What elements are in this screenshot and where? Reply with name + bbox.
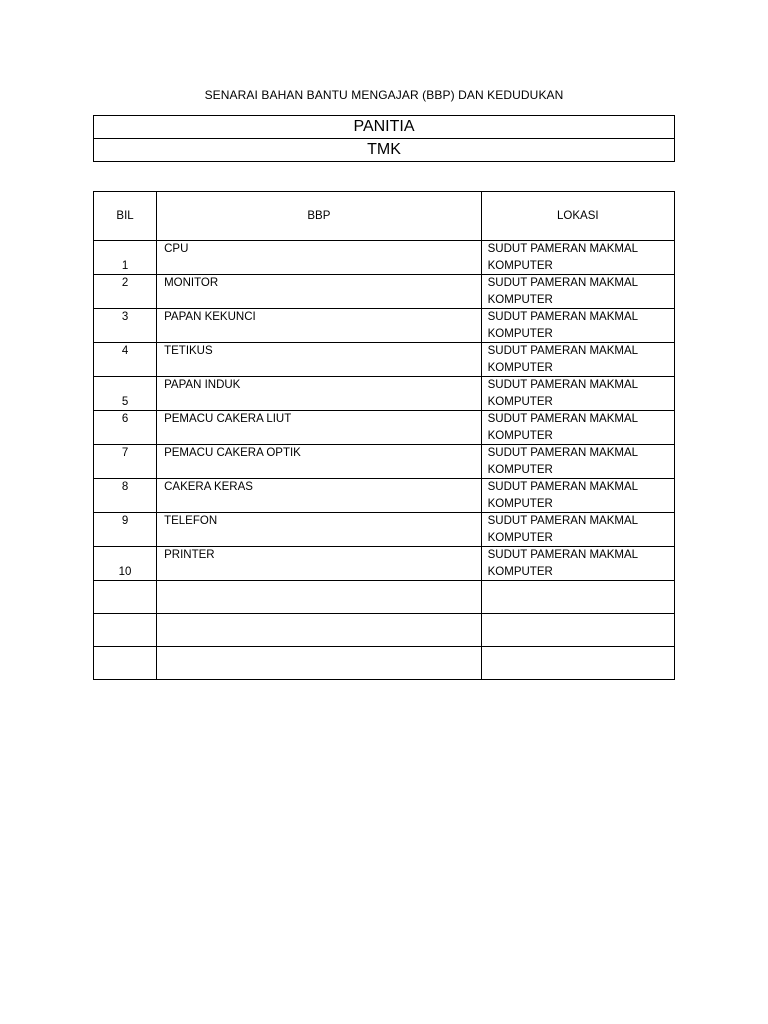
table-row: [94, 445, 675, 479]
lokasi-line1: SUDUT PAMERAN MAKMAL: [487, 515, 639, 527]
bbp-item: PEMACU CAKERA OPTIK: [157, 445, 482, 479]
empty-cell: [94, 647, 157, 680]
table-row: [94, 241, 675, 275]
row-number: 2: [94, 275, 157, 309]
table-row: [94, 343, 675, 377]
lokasi-line1: SUDUT PAMERAN MAKMAL: [487, 413, 639, 425]
lokasi-line1: SUDUT PAMERAN MAKMAL: [487, 243, 639, 255]
empty-cell: [157, 581, 482, 614]
bbp-table: [93, 191, 675, 680]
empty-cell: [94, 581, 157, 614]
lokasi-line2: KOMPUTER: [487, 293, 553, 306]
bbp-item: CAKERA KERAS: [157, 479, 482, 513]
lokasi-line2: KOMPUTER: [487, 463, 553, 476]
bbp-item: PRINTER: [157, 547, 482, 581]
row-number: 3: [94, 309, 157, 343]
lokasi-line2: KOMPUTER: [487, 395, 553, 408]
row-number: 5: [94, 377, 157, 411]
empty-table-row: [94, 581, 675, 614]
bbp-item: TELEFON: [157, 513, 482, 547]
document-title: SENARAI BAHAN BANTU MENGAJAR (BBP) DAN KEDUDUKAN: [204, 88, 564, 102]
lokasi-line1: SUDUT PAMERAN MAKMAL: [487, 379, 639, 391]
lokasi-line2: KOMPUTER: [487, 565, 553, 578]
row-number: 10: [94, 547, 157, 581]
row-number: 1: [94, 241, 157, 275]
lokasi-cell: [481, 479, 674, 513]
bbp-item: PAPAN INDUK: [157, 377, 482, 411]
bbp-item: CPU: [157, 241, 482, 275]
lokasi-line1: SUDUT PAMERAN MAKMAL: [487, 481, 639, 493]
column-header-lokasi: LOKASI: [481, 192, 674, 241]
empty-cell: [481, 614, 674, 647]
row-number: 8: [94, 479, 157, 513]
lokasi-line2: KOMPUTER: [487, 327, 553, 340]
lokasi-line1: SUDUT PAMERAN MAKMAL: [487, 311, 639, 323]
panitia-label: PANITIA: [94, 116, 675, 139]
lokasi-cell: [481, 241, 674, 275]
table-row: [94, 479, 675, 513]
empty-table-row: [94, 647, 675, 680]
panitia-box: [93, 115, 675, 162]
table-row: [94, 547, 675, 581]
lokasi-cell: [481, 445, 674, 479]
lokasi-cell: [481, 275, 674, 309]
table-row: [94, 377, 675, 411]
row-number: 6: [94, 411, 157, 445]
lokasi-line2: KOMPUTER: [487, 361, 553, 374]
column-header-bil: BIL: [94, 192, 157, 241]
table-row: [94, 275, 675, 309]
empty-cell: [94, 614, 157, 647]
empty-cell: [481, 647, 674, 680]
lokasi-line1: SUDUT PAMERAN MAKMAL: [487, 447, 639, 459]
lokasi-cell: [481, 377, 674, 411]
row-number: 7: [94, 445, 157, 479]
lokasi-line1: SUDUT PAMERAN MAKMAL: [487, 549, 639, 561]
table-header-row: [94, 192, 675, 241]
bbp-item: TETIKUS: [157, 343, 482, 377]
lokasi-cell: [481, 309, 674, 343]
panitia-row: [94, 116, 675, 139]
empty-cell: [157, 614, 482, 647]
empty-cell: [481, 581, 674, 614]
lokasi-line2: KOMPUTER: [487, 497, 553, 510]
lokasi-cell: [481, 343, 674, 377]
bbp-item: PAPAN KEKUNCI: [157, 309, 482, 343]
lokasi-cell: [481, 411, 674, 445]
lokasi-line1: SUDUT PAMERAN MAKMAL: [487, 345, 639, 357]
lokasi-cell: [481, 513, 674, 547]
empty-cell: [157, 647, 482, 680]
empty-table-row: [94, 614, 675, 647]
column-header-bbp: BBP: [157, 192, 482, 241]
lokasi-line2: KOMPUTER: [487, 259, 553, 272]
subject-row: [94, 139, 675, 162]
table-row: [94, 513, 675, 547]
lokasi-line2: KOMPUTER: [487, 531, 553, 544]
table-row: [94, 411, 675, 445]
lokasi-cell: [481, 547, 674, 581]
row-number: 9: [94, 513, 157, 547]
bbp-item: MONITOR: [157, 275, 482, 309]
bbp-item: PEMACU CAKERA LIUT: [157, 411, 482, 445]
row-number: 4: [94, 343, 157, 377]
lokasi-line2: KOMPUTER: [487, 429, 553, 442]
table-row: [94, 309, 675, 343]
subject-label: TMK: [94, 139, 675, 162]
lokasi-line1: SUDUT PAMERAN MAKMAL: [487, 277, 639, 289]
